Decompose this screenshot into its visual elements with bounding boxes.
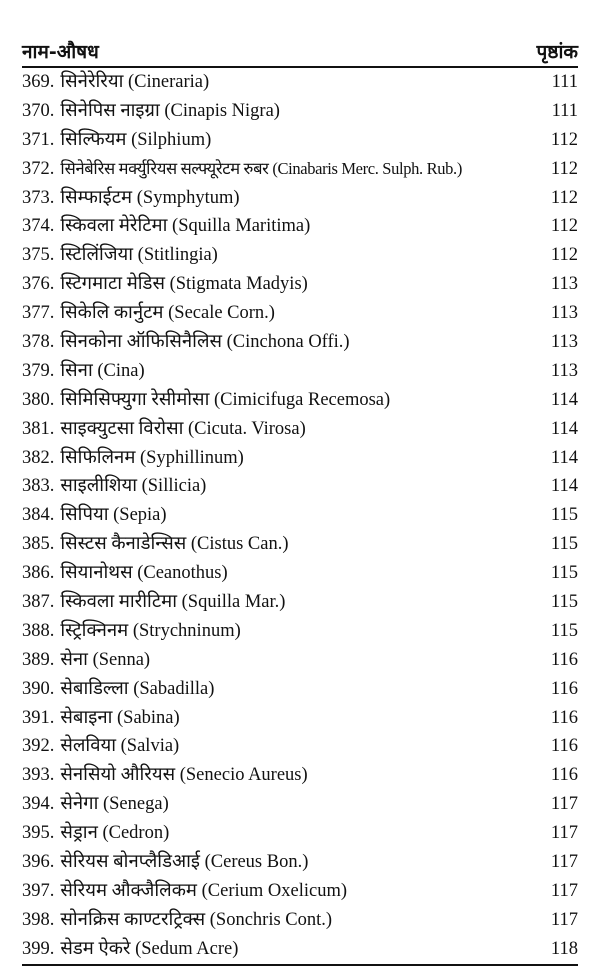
entry-page-number: 117	[549, 877, 578, 906]
entry-medicine-name: स्टिगमाटा मेडिस (Stigmata Madyis)	[60, 274, 308, 295]
entry-page-number: 113	[549, 270, 578, 299]
list-item	[22, 761, 578, 790]
list-item	[22, 415, 578, 444]
entry-number: 371.	[22, 129, 55, 150]
index-header	[22, 36, 578, 68]
list-item	[22, 530, 578, 559]
entry-page-number: 111	[550, 97, 578, 126]
entry-page-number: 115	[549, 530, 578, 559]
entry-page-number: 116	[549, 675, 578, 704]
entry-number: 373.	[22, 187, 55, 208]
list-item	[22, 68, 578, 97]
entry-number: 394.	[22, 794, 55, 815]
entry-number: 383.	[22, 476, 55, 497]
entry-number: 374.	[22, 216, 55, 237]
entry-medicine-name: सिकेलि कार्नुटम (Secale Corn.)	[60, 303, 275, 324]
entry-medicine-name: सेना (Senna)	[60, 649, 151, 670]
entry-medicine-name: स्किवला मारीटिमा (Squilla Mar.)	[60, 592, 286, 613]
entry-number: 384.	[22, 505, 55, 526]
entry-page-number: 111	[550, 68, 578, 97]
entry-number: 396.	[22, 852, 55, 873]
entry-number: 372.	[22, 158, 55, 179]
list-item	[22, 328, 578, 357]
header-page-number: पृष्ठांक	[536, 41, 578, 63]
entry-page-number: 114	[549, 444, 578, 473]
entry-medicine-name: सिनकोना ऑफिसिनैलिस (Cinchona Offi.)	[60, 332, 350, 353]
entry-medicine-name: सोनक्रिस काण्टरट्रिक्स (Sonchris Cont.)	[60, 909, 333, 930]
list-item	[22, 241, 578, 270]
list-item	[22, 212, 578, 241]
list-item	[22, 877, 578, 906]
list-item	[22, 126, 578, 155]
entry-medicine-name: सिल्फियम (Silphium)	[60, 129, 212, 150]
entry-medicine-name: सेरियस बोनप्लैडिआई (Cereus Bon.)	[60, 852, 309, 873]
entry-medicine-name: सिपिया (Sepia)	[60, 505, 167, 526]
entry-page-number: 115	[549, 559, 578, 588]
entry-page-number: 112	[549, 212, 578, 241]
entry-page-number: 112	[549, 184, 578, 213]
entry-number: 395.	[22, 823, 55, 844]
list-item	[22, 270, 578, 299]
entry-medicine-name: सिना (Cina)	[60, 360, 145, 381]
list-item	[22, 646, 578, 675]
list-item	[22, 386, 578, 415]
entry-number: 387.	[22, 592, 55, 613]
entry-medicine-name: सिनेपिस नाइग्रा (Cinapis Nigra)	[60, 100, 280, 121]
entry-number: 388.	[22, 620, 55, 641]
entry-page-number: 114	[549, 472, 578, 501]
list-item	[22, 704, 578, 733]
list-item	[22, 675, 578, 704]
list-item	[22, 906, 578, 935]
entry-medicine-name: सेनेगा (Senega)	[60, 794, 169, 815]
entry-page-number: 117	[549, 848, 578, 877]
entry-medicine-name: सिमिसिफ्युगा रेसीमोसा (Cimicifuga Recemosa)	[60, 389, 391, 410]
entry-medicine-name: सेबाइना (Sabina)	[60, 707, 180, 728]
entry-medicine-name: सिस्टस कैनाडेन्सिस (Cistus Can.)	[60, 534, 289, 555]
entry-number: 380.	[22, 389, 55, 410]
entry-page-number: 118	[549, 935, 578, 964]
entry-page-number: 114	[549, 415, 578, 444]
entry-page-number: 113	[549, 328, 578, 357]
list-item	[22, 97, 578, 126]
entry-medicine-name: स्टिलिंजिया (Stitlingia)	[60, 245, 218, 266]
entry-number: 399.	[22, 938, 55, 959]
entry-page-number: 116	[549, 646, 578, 675]
entry-number: 398.	[22, 909, 55, 930]
entry-page-number: 113	[549, 299, 578, 328]
list-item	[22, 184, 578, 213]
entry-number: 397.	[22, 880, 55, 901]
medicine-index-list	[22, 68, 578, 964]
entry-medicine-name: सेडम ऐकरे (Sedum Acre)	[60, 938, 239, 959]
entry-number: 378.	[22, 332, 55, 353]
entry-page-number: 117	[549, 906, 578, 935]
bottom-rule	[22, 964, 578, 966]
list-item	[22, 732, 578, 761]
entry-number: 375.	[22, 245, 55, 266]
list-item	[22, 472, 578, 501]
entry-number: 376.	[22, 274, 55, 295]
entry-medicine-name: स्ट्रिक्निनम (Strychninum)	[60, 620, 241, 641]
entry-page-number: 117	[549, 790, 578, 819]
entry-page-number: 112	[549, 241, 578, 270]
entry-page-number: 112	[549, 155, 578, 184]
entry-number: 389.	[22, 649, 55, 670]
entry-medicine-name: सिनेरेरिया (Cineraria)	[60, 72, 210, 92]
entry-page-number: 117	[549, 819, 578, 848]
entry-medicine-name: सिम्फाईटम (Symphytum)	[60, 187, 240, 208]
entry-number: 392.	[22, 736, 55, 757]
header-medicine-name: नाम-औषध	[22, 41, 99, 63]
entry-page-number: 116	[549, 732, 578, 761]
entry-number: 391.	[22, 707, 55, 728]
entry-number: 393.	[22, 765, 55, 786]
list-item	[22, 819, 578, 848]
entry-number: 379.	[22, 360, 55, 381]
entry-page-number: 116	[549, 704, 578, 733]
entry-number: 385.	[22, 534, 55, 555]
entry-medicine-name: सेनसियो औरियस (Senecio Aureus)	[60, 765, 308, 786]
entry-number: 382.	[22, 447, 55, 468]
entry-page-number: 112	[549, 126, 578, 155]
list-item	[22, 299, 578, 328]
entry-number: 369.	[22, 72, 55, 92]
entry-medicine-name: सियानोथस (Ceanothus)	[60, 563, 228, 584]
entry-page-number: 115	[549, 588, 578, 617]
entry-medicine-name: स्किवला मेरेटिमा (Squilla Maritima)	[60, 216, 311, 237]
list-item	[22, 790, 578, 819]
entry-number: 377.	[22, 303, 55, 324]
list-item	[22, 935, 578, 964]
entry-page-number: 115	[549, 617, 578, 646]
list-item	[22, 559, 578, 588]
entry-page-number: 113	[549, 357, 578, 386]
entry-medicine-name: सेड्रान (Cedron)	[60, 823, 170, 844]
index-page	[22, 36, 578, 966]
list-item	[22, 444, 578, 473]
list-item	[22, 588, 578, 617]
entry-medicine-name: सिनेबेरिस मर्क्युरियस सल्फ्यूरेटम रुबर (Cinabaris Merc. Sulph. Rub.)	[60, 158, 462, 178]
entry-number: 390.	[22, 678, 55, 699]
entry-medicine-name: साइक्युटसा विरोसा (Cicuta. Virosa)	[60, 418, 306, 439]
entry-number: 370.	[22, 100, 55, 121]
list-item	[22, 155, 578, 184]
entry-page-number: 115	[549, 501, 578, 530]
entry-page-number: 114	[549, 386, 578, 415]
entry-medicine-name: सेलविया (Salvia)	[60, 736, 180, 757]
entry-medicine-name: साइलीशिया (Sillicia)	[60, 476, 207, 497]
list-item	[22, 501, 578, 530]
list-item	[22, 357, 578, 386]
list-item	[22, 848, 578, 877]
entry-number: 386.	[22, 563, 55, 584]
entry-page-number: 116	[549, 761, 578, 790]
entry-medicine-name: सेबाडिल्ला (Sabadilla)	[60, 678, 215, 699]
entry-medicine-name: सिफिलिनम (Syphillinum)	[60, 447, 244, 468]
list-item	[22, 617, 578, 646]
entry-medicine-name: सेरियम औक्जैलिकम (Cerium Oxelicum)	[60, 880, 348, 901]
entry-number: 381.	[22, 418, 55, 439]
